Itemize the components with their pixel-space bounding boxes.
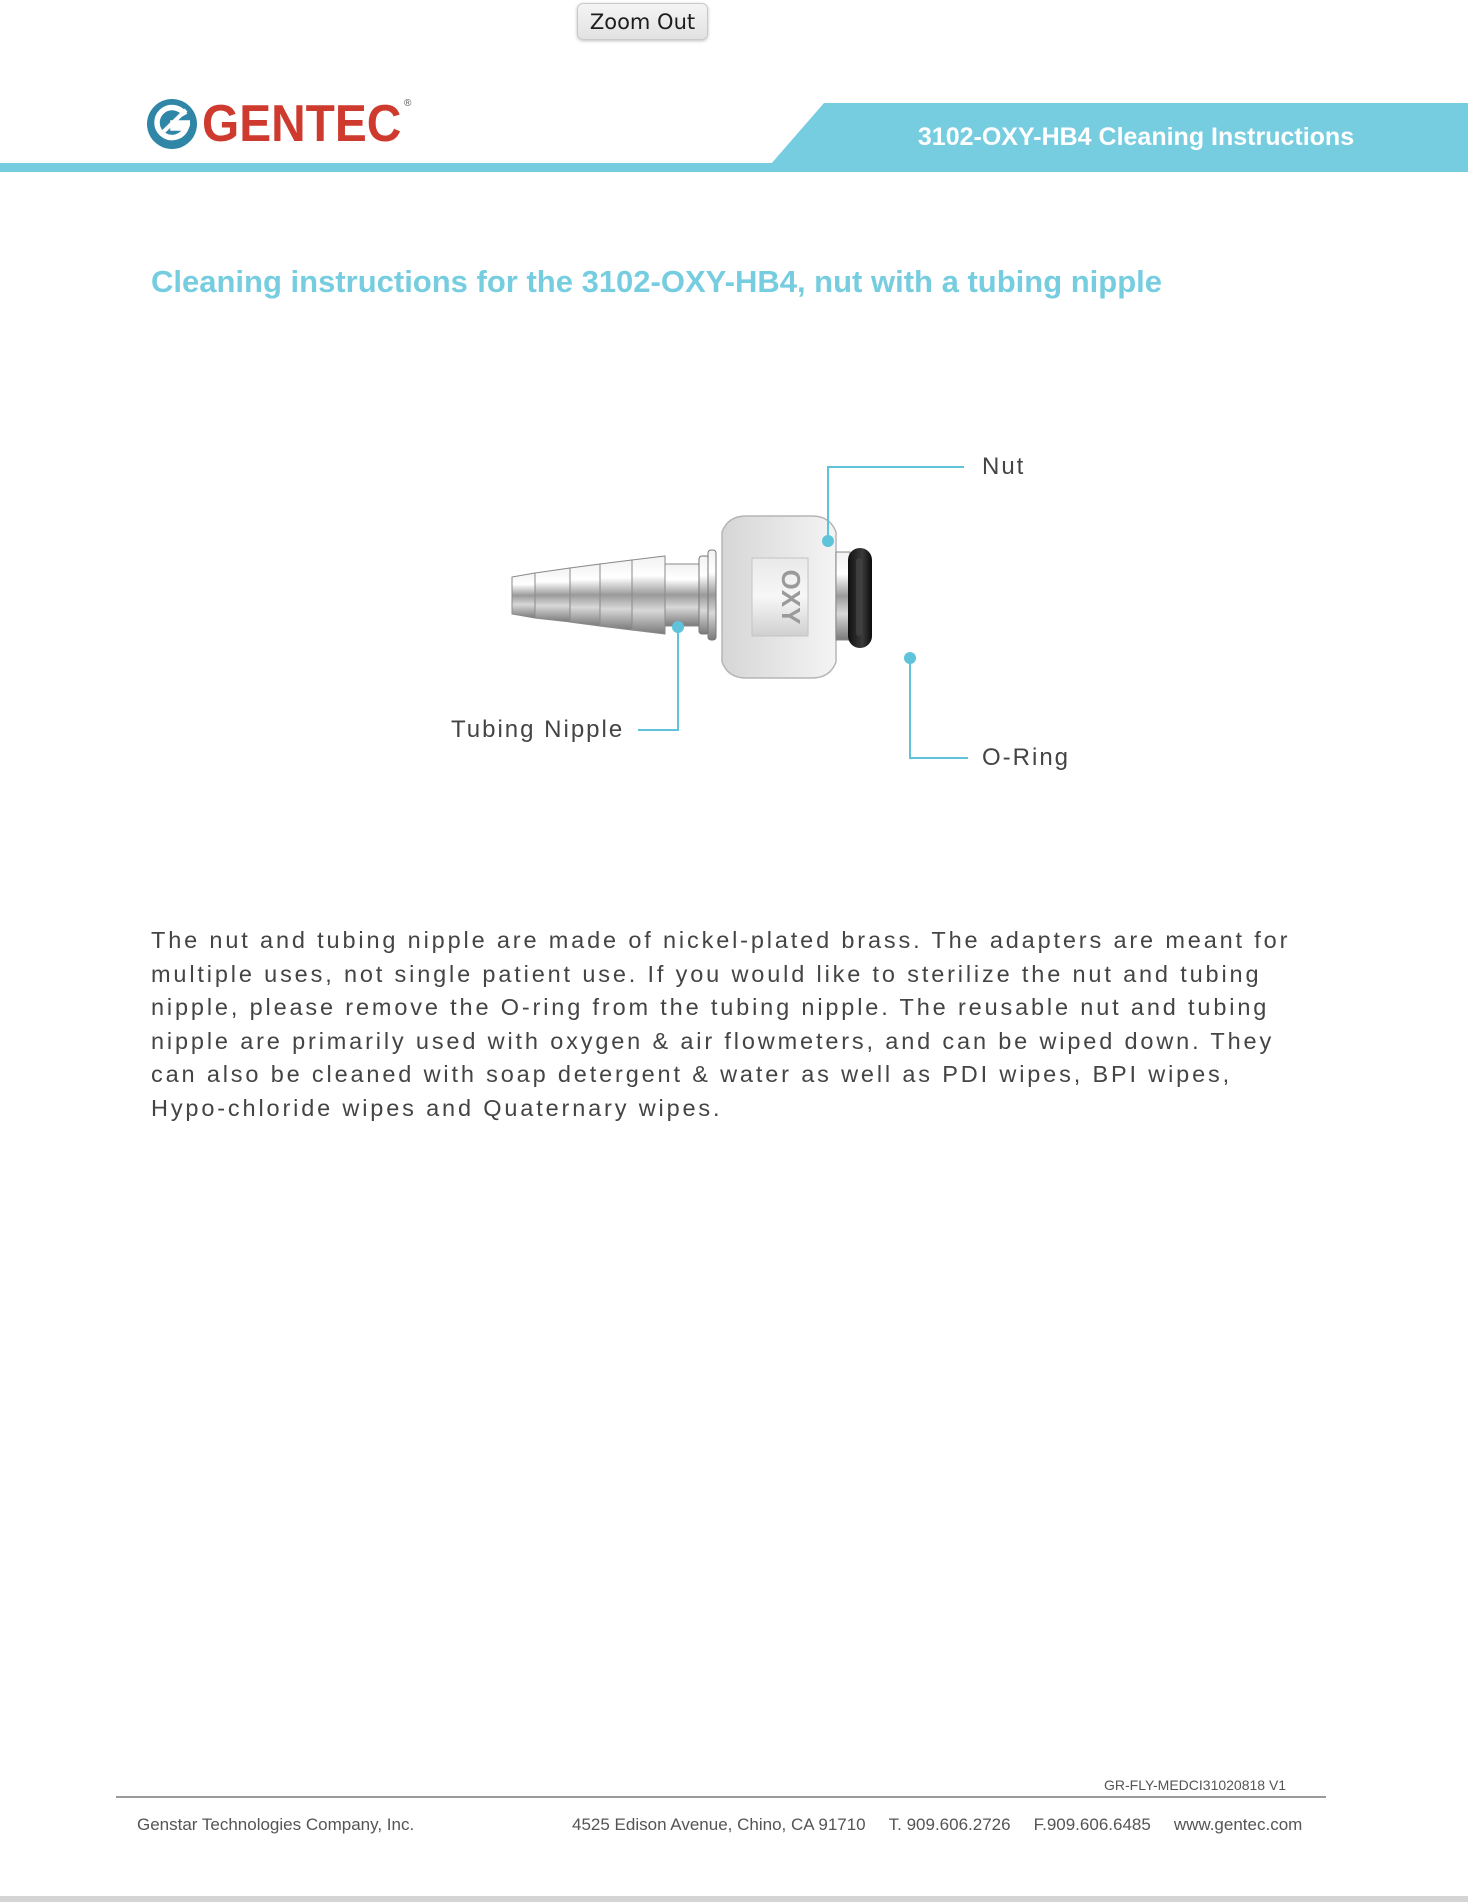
footer-contact bbox=[572, 1815, 1302, 1835]
gentec-logo bbox=[146, 96, 419, 152]
footer-website[interactable]: www.gentec.com bbox=[1173, 1815, 1303, 1834]
footer-phone: T. 909.606.2726 bbox=[888, 1815, 1011, 1834]
footer-rule bbox=[116, 1796, 1326, 1798]
header-banner-title: 3102-OXY-HB4 Cleaning Instructions bbox=[917, 123, 1355, 151]
tubing-nipple-shape bbox=[512, 550, 716, 640]
callout-o-ring: O-Ring bbox=[982, 744, 1071, 771]
footer-fax: F.909.606.6485 bbox=[1033, 1815, 1151, 1834]
viewer-bottom-edge bbox=[0, 1896, 1468, 1902]
callout-nut: Nut bbox=[982, 453, 1026, 480]
footer-address: 4525 Edison Avenue, Chino, CA 91710 bbox=[572, 1815, 866, 1834]
zoom-out-button[interactable]: Zoom Out bbox=[577, 3, 708, 40]
footer-company: Genstar Technologies Company, Inc. bbox=[137, 1815, 415, 1834]
registered-mark: ® bbox=[404, 98, 412, 109]
product-diagram bbox=[440, 440, 1100, 780]
body-paragraph: The nut and tubing nipple are made of nickel-plated brass. The adapters are meant for multiple uses, not single patient use. If you would like to sterilize the nut and tubing nipple, please remove the O-ring from the tubing nipple. The reusable nut and tubing nipple are primarily used with oxygen & air flowmeters, and can be wiped down. They can also be cleaned with soap detergent & water as well as PDI wipes, BPI wipes, Hypo-chloride wipes and Quaternary wipes. bbox=[151, 927, 1291, 1121]
document-code: GR-FLY-MEDCI31020818 V1 bbox=[1104, 1777, 1287, 1793]
callout-tubing-nipple: Tubing Nipple bbox=[451, 716, 625, 743]
nut-engraving: OXY bbox=[776, 569, 806, 625]
o-ring-shape bbox=[848, 548, 872, 648]
logo-wordmark: GENTEC bbox=[202, 95, 402, 153]
page-title: Cleaning instructions for the 3102-OXY-HB4, nut with a tubing nipple bbox=[151, 264, 1163, 299]
gentec-circle-g-icon bbox=[146, 98, 198, 150]
